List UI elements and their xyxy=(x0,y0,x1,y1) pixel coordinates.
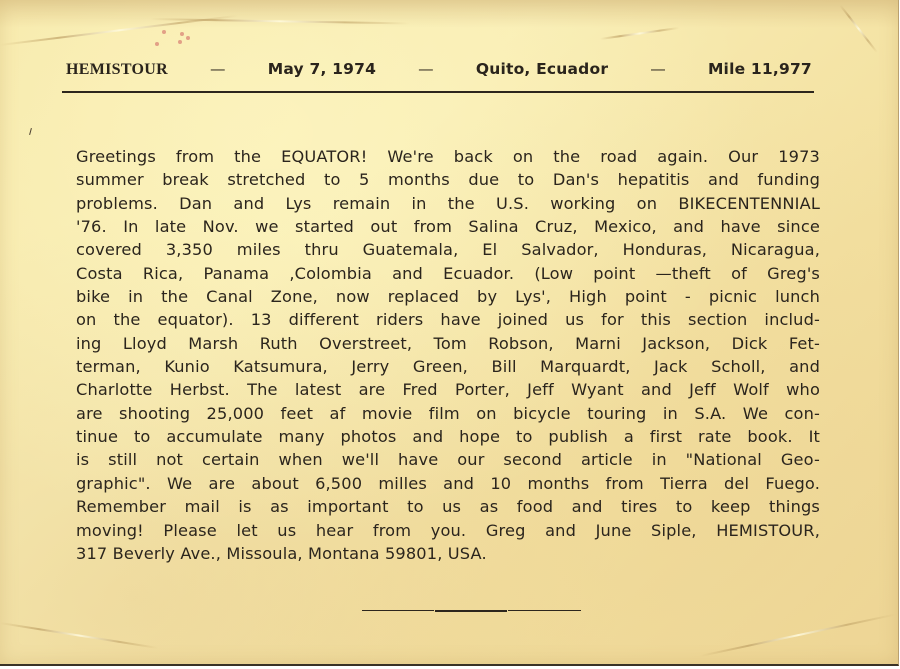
separator: — xyxy=(418,60,434,78)
letter-line: terman, Kunio Katsumura, Jerry Green, Bill Marquardt, Jack Scholl, and xyxy=(76,357,820,377)
paper-crease xyxy=(600,27,679,40)
org-name: HEMISTOUR xyxy=(66,61,168,78)
ink-spot xyxy=(162,30,166,34)
letter-line: summer break stretched to 5 months due to Dan's hepatitis and funding xyxy=(76,170,820,190)
letter-line: Greetings from the EQUATOR! We're back on the road again. Our 1973 xyxy=(76,147,820,166)
letter-line: 317 Beverly Ave., Missoula, Montana 59801, USA. xyxy=(76,543,487,563)
mileage: Mile 11,977 xyxy=(707,60,812,78)
letter-line: bike in the Canal Zone, now replaced by Lys', High point - picnic lunch xyxy=(76,287,820,307)
letter-line: Costa Rica, Panama ,Colombia and Ecuador. (Low point —theft of Greg's xyxy=(76,263,820,283)
paper-crease xyxy=(0,622,158,649)
ink-spot xyxy=(186,36,190,40)
header-divider xyxy=(62,91,814,93)
letter-line: graphic". We are about 6,500 milles and 10 months from Tierra del Fuego. xyxy=(76,473,820,493)
paper-crease xyxy=(700,613,896,657)
letter-line: '76. In late Nov. we started out from Salina Cruz, Mexico, and have since xyxy=(76,217,820,237)
letter-line: tinue to accumulate many photos and hope to publish a first rate book. It xyxy=(76,427,820,447)
location: Quito, Ecuador xyxy=(475,60,609,78)
separator: — xyxy=(650,60,666,78)
letter-line: ing Lloyd Marsh Ruth Overstreet, Tom Robson, Marni Jackson, Dick Fet- xyxy=(76,333,820,353)
postcard-header xyxy=(66,60,812,79)
footer-divider xyxy=(508,610,581,611)
footer-divider xyxy=(362,610,434,611)
letter-body xyxy=(76,145,820,565)
separator: — xyxy=(210,60,226,78)
letter-line: moving! Please let us hear from you. Greg and June Siple, HEMISTOUR, xyxy=(76,520,820,540)
letter-line: is still not certain when we'll have our second article in "National Geo- xyxy=(76,450,820,470)
letter-line: Remember mail is as important to us as food and tires to keep things xyxy=(76,497,820,517)
letter-line: are shooting 25,000 feet af movie film on bicycle touring in S.A. We con- xyxy=(76,403,820,423)
ink-spot xyxy=(155,42,159,46)
ink-spot xyxy=(178,40,182,44)
date: May 7, 1974 xyxy=(267,60,377,78)
footer-divider xyxy=(435,610,507,612)
pen-mark xyxy=(29,128,32,135)
letter-line: on the equator). 13 different riders have joined us for this section includ- xyxy=(76,310,820,330)
ink-spot xyxy=(180,32,184,36)
letter-line: covered 3,350 miles thru Guatemala, El Salvador, Honduras, Nicaragua, xyxy=(76,240,820,260)
letter-line: problems. Dan and Lys remain in the U.S. working on BIKECENTENNIAL xyxy=(76,193,820,213)
aged-top-edge xyxy=(0,0,899,28)
letter-line: Charlotte Herbst. The latest are Fred Porter, Jeff Wyant and Jeff Wolf who xyxy=(76,380,820,400)
